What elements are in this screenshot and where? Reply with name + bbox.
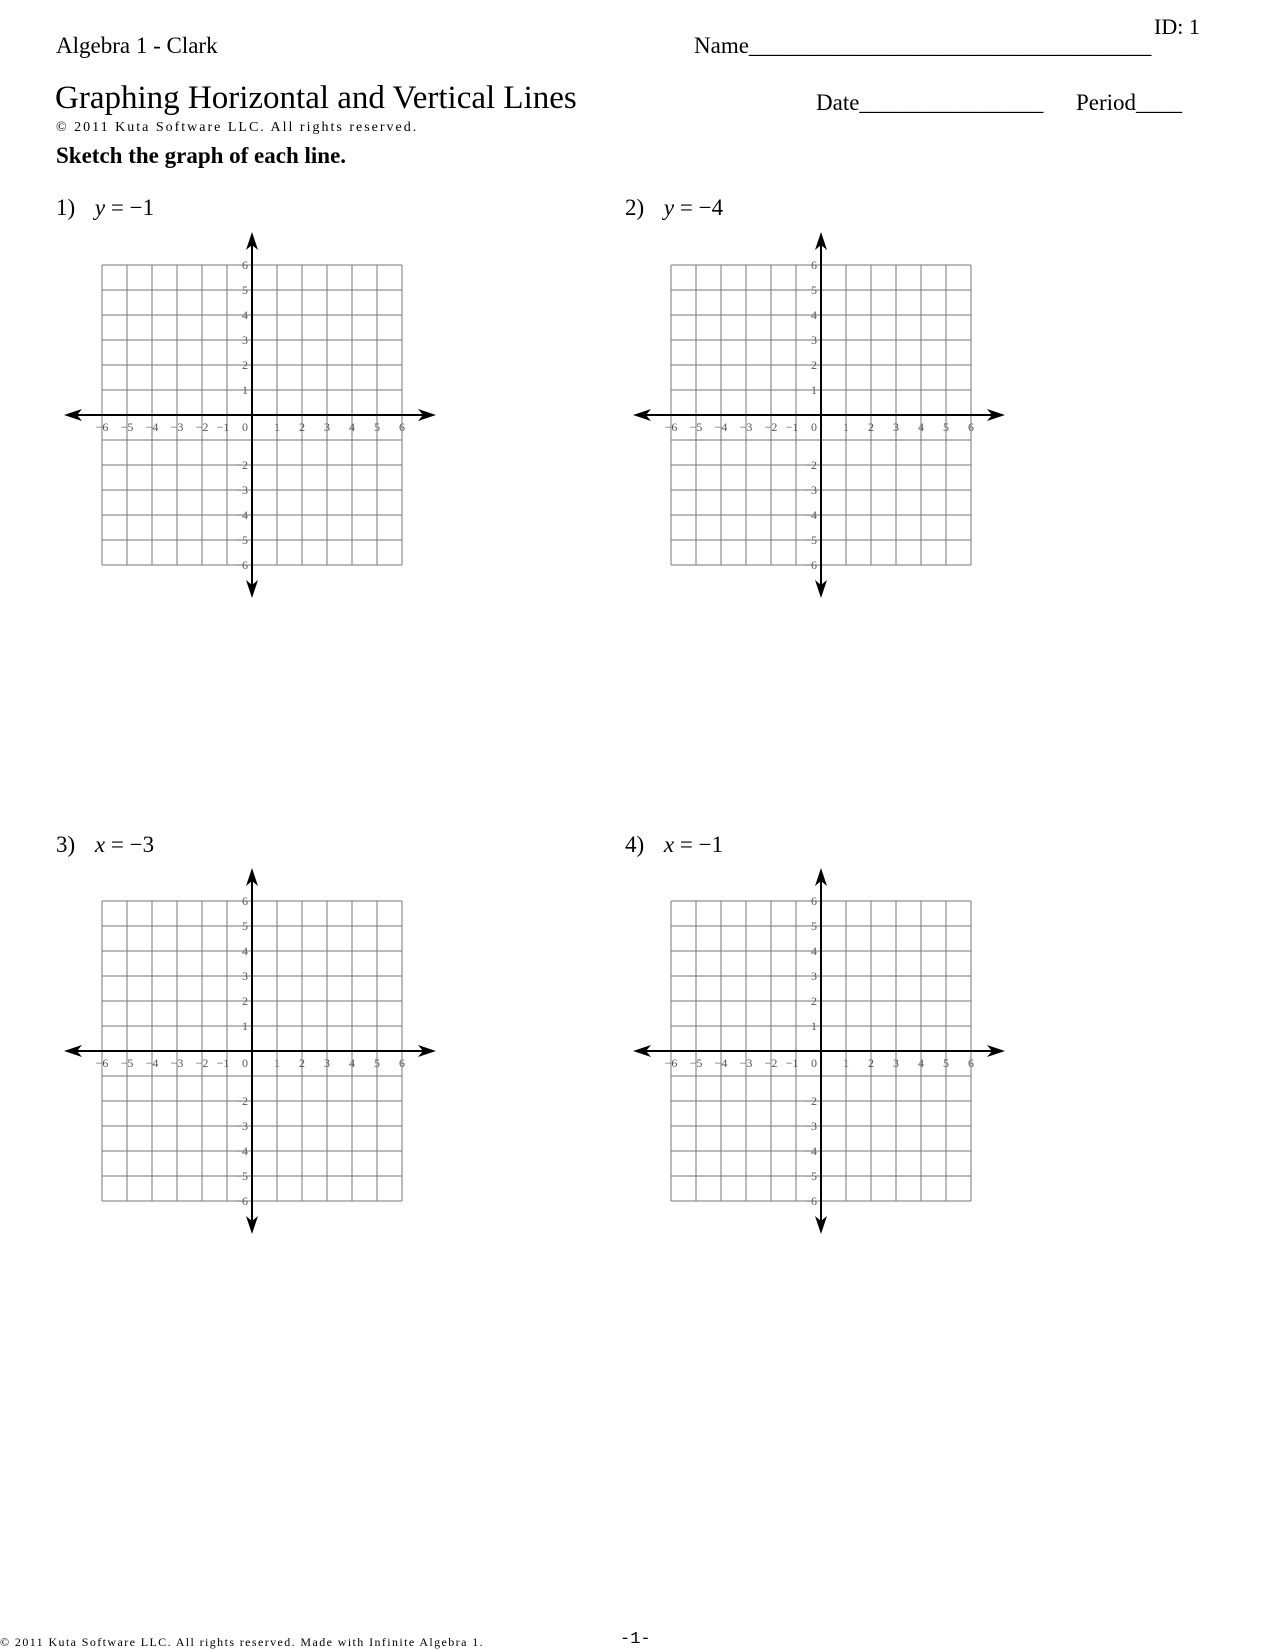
x-tick-label: −4 bbox=[145, 420, 159, 434]
y-tick-label: 2 bbox=[242, 994, 248, 1008]
y-tick-label: 4 bbox=[242, 944, 248, 958]
equation-value: −4 bbox=[698, 195, 724, 220]
x-tick-label: −1 bbox=[785, 1056, 799, 1070]
x-tick-label: −4 bbox=[145, 1056, 159, 1070]
x-tick-label: 3 bbox=[324, 1056, 330, 1070]
y-tick-label: −3 bbox=[804, 483, 817, 497]
y-tick-label: −6 bbox=[235, 1194, 248, 1208]
problem-equation bbox=[95, 832, 154, 857]
problem-1-label bbox=[56, 195, 154, 221]
y-tick-label: 5 bbox=[242, 919, 248, 933]
y-tick-label: −2 bbox=[235, 458, 248, 472]
equals-sign: = bbox=[105, 195, 130, 220]
x-tick-label: 6 bbox=[968, 420, 974, 434]
x-tick-label: 0 bbox=[242, 1056, 248, 1070]
equals-sign: = bbox=[105, 832, 130, 857]
x-tick-label: 0 bbox=[242, 420, 248, 434]
y-tick-label: 4 bbox=[242, 308, 248, 322]
y-tick-label: −2 bbox=[235, 1094, 248, 1108]
x-tick-label: 5 bbox=[943, 1056, 949, 1070]
y-tick-label: −6 bbox=[804, 1194, 817, 1208]
problem-equation bbox=[95, 195, 154, 220]
course-title: Algebra 1 - Clark bbox=[56, 33, 218, 58]
x-tick-label: 2 bbox=[299, 1056, 305, 1070]
x-tick-label: 1 bbox=[843, 1056, 849, 1070]
y-tick-label: −5 bbox=[235, 1169, 248, 1183]
y-tick-label: 2 bbox=[811, 358, 817, 372]
x-tick-label: −3 bbox=[170, 420, 184, 434]
equation-variable: y bbox=[94, 195, 106, 220]
y-tick-label: −4 bbox=[804, 508, 817, 522]
y-tick-label: 4 bbox=[811, 308, 817, 322]
y-tick-label: −2 bbox=[804, 1094, 817, 1108]
x-tick-label: −4 bbox=[714, 420, 728, 434]
x-tick-label: −6 bbox=[95, 1056, 109, 1070]
problem-3-label bbox=[56, 832, 154, 858]
grid-svg bbox=[60, 230, 440, 600]
x-tick-label: 5 bbox=[943, 420, 949, 434]
x-tick-label: 3 bbox=[893, 420, 899, 434]
y-tick-label: 5 bbox=[811, 919, 817, 933]
x-tick-label: 1 bbox=[274, 420, 280, 434]
x-tick-label: −5 bbox=[689, 420, 703, 434]
y-tick-label: −4 bbox=[235, 508, 248, 522]
x-tick-label: 5 bbox=[374, 420, 380, 434]
x-tick-label: 5 bbox=[374, 1056, 380, 1070]
x-tick-label: −2 bbox=[195, 420, 209, 434]
x-tick-label: 1 bbox=[274, 1056, 280, 1070]
coordinate-grid[interactable] bbox=[629, 866, 1009, 1236]
x-tick-label: −5 bbox=[120, 1056, 134, 1070]
equation-value: −3 bbox=[129, 832, 155, 857]
grid-svg bbox=[60, 866, 440, 1236]
y-tick-label: −3 bbox=[235, 483, 248, 497]
y-tick-label: 1 bbox=[242, 1019, 248, 1033]
date-field[interactable]: Date________________ bbox=[816, 90, 1044, 115]
y-tick-label: 1 bbox=[242, 383, 248, 397]
period-field[interactable]: Period____ bbox=[1076, 90, 1183, 115]
x-tick-label: −5 bbox=[689, 1056, 703, 1070]
instructions: Sketch the graph of each line. bbox=[56, 143, 347, 168]
x-tick-label: 4 bbox=[349, 420, 355, 434]
x-tick-label: 6 bbox=[399, 420, 405, 434]
x-tick-label: 4 bbox=[918, 1056, 924, 1070]
x-tick-label: −6 bbox=[664, 1056, 678, 1070]
problem-number: 3) bbox=[56, 832, 76, 857]
copyright-notice: © 2011 Kuta Software LLC. All rights reserved. bbox=[56, 120, 419, 135]
x-tick-label: −3 bbox=[739, 420, 753, 434]
x-tick-label: 3 bbox=[893, 1056, 899, 1070]
problem-equation bbox=[664, 195, 723, 220]
x-tick-label: −1 bbox=[216, 420, 230, 434]
problem-4-label bbox=[625, 832, 723, 858]
y-tick-label: −3 bbox=[804, 1119, 817, 1133]
x-tick-label: −6 bbox=[95, 420, 109, 434]
x-tick-label: 0 bbox=[811, 420, 817, 434]
x-tick-label: 1 bbox=[843, 420, 849, 434]
y-tick-label: 6 bbox=[811, 258, 817, 272]
y-tick-label: 6 bbox=[811, 894, 817, 908]
x-tick-label: 4 bbox=[918, 420, 924, 434]
equation-variable: x bbox=[94, 832, 106, 857]
y-tick-label: 3 bbox=[242, 969, 248, 983]
equals-sign: = bbox=[674, 195, 699, 220]
y-tick-label: −6 bbox=[235, 558, 248, 572]
x-tick-label: −2 bbox=[764, 420, 778, 434]
x-tick-label: −3 bbox=[170, 1056, 184, 1070]
name-field[interactable]: Name___________________________________ bbox=[694, 33, 1152, 58]
problem-2-label bbox=[625, 195, 723, 221]
y-tick-label: 4 bbox=[811, 944, 817, 958]
grid-svg bbox=[629, 230, 1009, 600]
problem-equation bbox=[664, 832, 723, 857]
y-tick-label: −2 bbox=[804, 458, 817, 472]
page-number: -1- bbox=[620, 1630, 651, 1649]
y-tick-label: −3 bbox=[235, 1119, 248, 1133]
y-tick-label: −5 bbox=[235, 533, 248, 547]
x-tick-label: −1 bbox=[216, 1056, 230, 1070]
x-tick-label: −3 bbox=[739, 1056, 753, 1070]
y-tick-label: −6 bbox=[804, 558, 817, 572]
coordinate-grid[interactable] bbox=[60, 230, 440, 600]
equation-variable: y bbox=[663, 195, 675, 220]
y-tick-label: 6 bbox=[242, 894, 248, 908]
y-tick-label: −5 bbox=[804, 1169, 817, 1183]
x-tick-label: −1 bbox=[785, 420, 799, 434]
worksheet-id: ID: 1 bbox=[1154, 14, 1200, 39]
equation-value: −1 bbox=[698, 832, 724, 857]
x-tick-label: 6 bbox=[968, 1056, 974, 1070]
y-tick-label: 3 bbox=[811, 969, 817, 983]
x-tick-label: 2 bbox=[868, 420, 874, 434]
equation-value: −1 bbox=[129, 195, 155, 220]
y-tick-label: 6 bbox=[242, 258, 248, 272]
x-tick-label: −2 bbox=[764, 1056, 778, 1070]
coordinate-grid[interactable] bbox=[60, 866, 440, 1236]
problem-number: 2) bbox=[625, 195, 645, 220]
y-tick-label: 5 bbox=[242, 283, 248, 297]
x-tick-label: 2 bbox=[868, 1056, 874, 1070]
y-tick-label: −4 bbox=[235, 1144, 248, 1158]
x-tick-label: 6 bbox=[399, 1056, 405, 1070]
grid-svg bbox=[629, 866, 1009, 1236]
x-tick-label: 4 bbox=[349, 1056, 355, 1070]
equals-sign: = bbox=[674, 832, 699, 857]
footer-copyright: © 2011 Kuta Software LLC. All rights reserved. Made with Infinite Algebra 1. bbox=[0, 1635, 484, 1649]
y-tick-label: −5 bbox=[804, 533, 817, 547]
y-tick-label: 5 bbox=[811, 283, 817, 297]
y-tick-label: −4 bbox=[804, 1144, 817, 1158]
x-tick-label: −6 bbox=[664, 420, 678, 434]
x-tick-label: −4 bbox=[714, 1056, 728, 1070]
x-tick-label: 3 bbox=[324, 420, 330, 434]
y-tick-label: 1 bbox=[811, 1019, 817, 1033]
equation-variable: x bbox=[663, 832, 675, 857]
y-tick-label: 3 bbox=[811, 333, 817, 347]
coordinate-grid[interactable] bbox=[629, 230, 1009, 600]
problem-number: 1) bbox=[56, 195, 76, 220]
y-tick-label: 2 bbox=[242, 358, 248, 372]
problem-number: 4) bbox=[625, 832, 645, 857]
x-tick-label: 2 bbox=[299, 420, 305, 434]
x-tick-label: −2 bbox=[195, 1056, 209, 1070]
y-tick-label: 3 bbox=[242, 333, 248, 347]
worksheet-title: Graphing Horizontal and Vertical Lines bbox=[55, 80, 577, 116]
x-tick-label: −5 bbox=[120, 420, 134, 434]
x-tick-label: 0 bbox=[811, 1056, 817, 1070]
y-tick-label: 1 bbox=[811, 383, 817, 397]
y-tick-label: 2 bbox=[811, 994, 817, 1008]
